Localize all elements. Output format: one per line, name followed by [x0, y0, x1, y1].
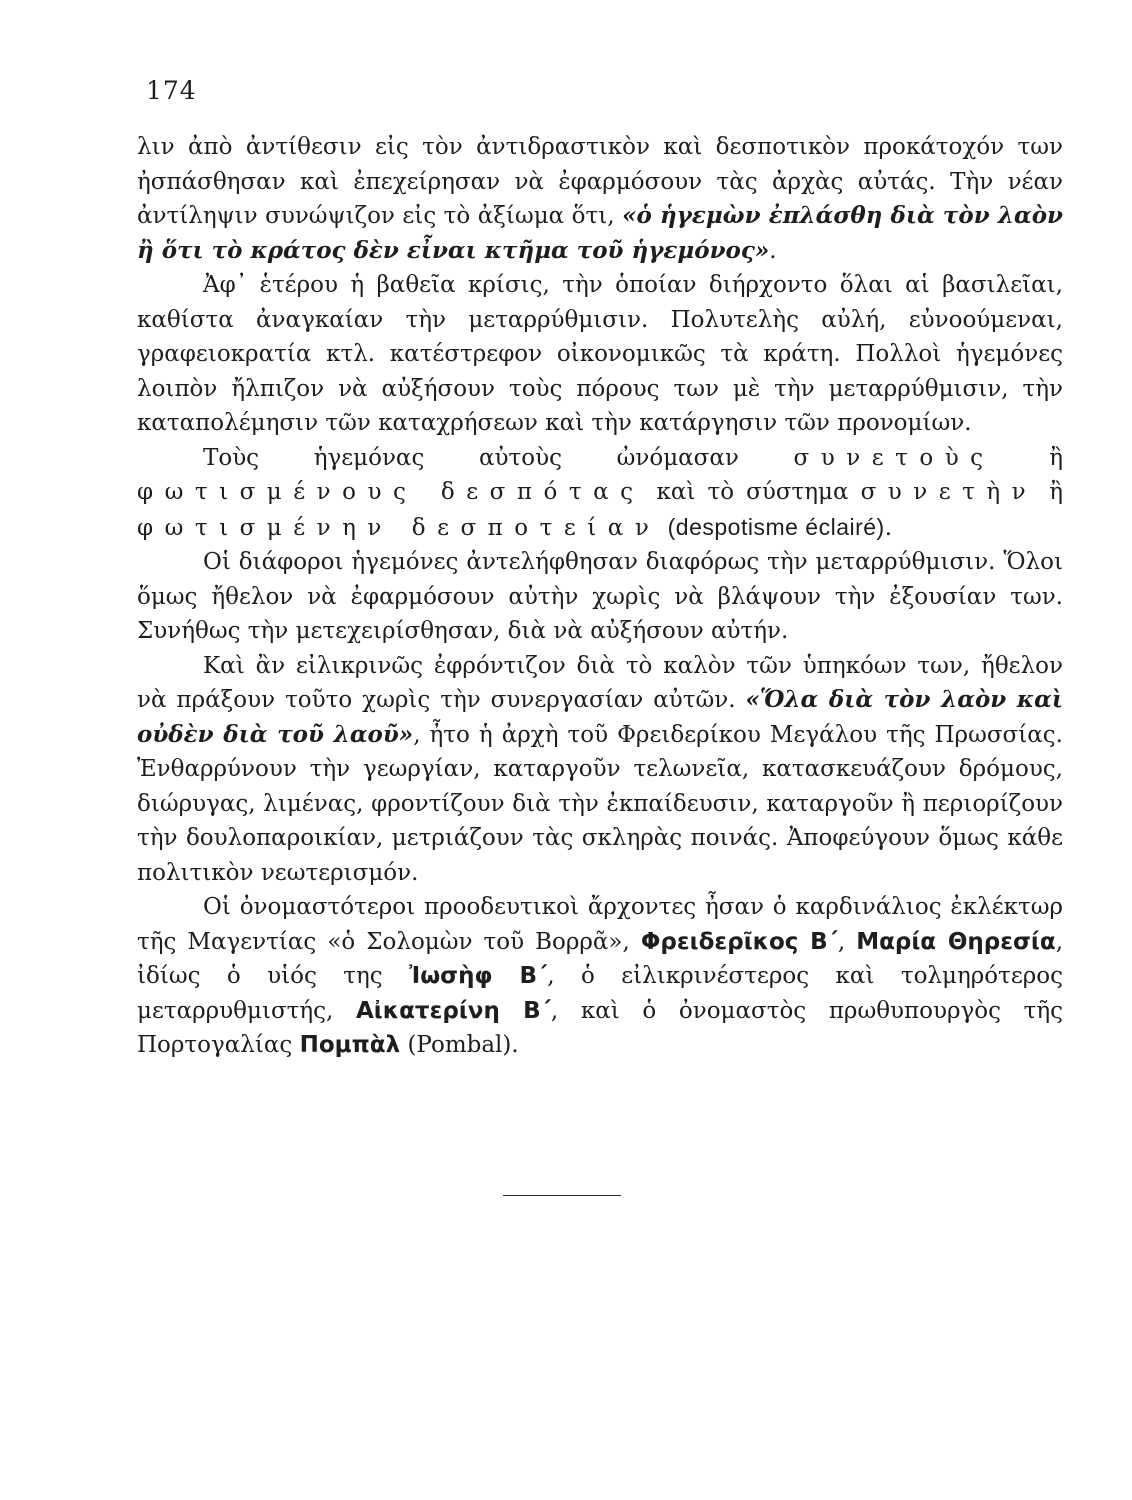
ruler-name: Αἰκατερίνη Β΄ [356, 997, 551, 1024]
section-end-rule [503, 1195, 621, 1196]
ruler-name: Μαρία Θηρεσία [856, 928, 1056, 955]
paragraph-5: Καὶ ἂν εἰλικρινῶς ἐφρόντιζον διὰ τὸ καλὸν τῶν ὑπηκόων των, ἤθελον νὰ πράξουν τοῦτο χωρὶς τὴν συνεργασίαν αὐτῶν. «Ὅλα διὰ τὸν λαὸν καὶ οὐδὲν διὰ τοῦ λαοῦ», ἦτο ἡ ἀρχὴ τοῦ Φρειδερίκου Μεγάλου τῆς Πρωσσίας. Ἐνθαρρύνουν τὴν γεωργίαν, καταργοῦν τελωνεῖα, κατασκευάζουν δρόμους, διώρυγας, λιμένας, φροντίζουν διὰ τὴν ἐκπαίδευσιν, καταργοῦν ἢ περιορίζουν τὴν δουλοπαροικίαν, μετριάζουν τὰς σκληρὰς ποινάς. Ἀποφεύγουν ὅμως κάθε πολιτικὸν νεωτερισμόν. [137, 652, 1063, 886]
spaced-term: συνετὴν [860, 479, 1038, 505]
spaced-term: φωτισμένους δεσπότας [137, 479, 645, 505]
ruler-name: Ἰωσὴφ Β΄ [409, 963, 548, 989]
spaced-term: συνετοὺς [793, 444, 995, 471]
quote-emphasis: «ὁ ἡγεμὼν ἐπλάσθη διὰ τὸν λαὸν ἢ ὅτι τὸ κράτος δὲν εἶναι κτῆμα τοῦ ἡγεμόνος» [137, 202, 1063, 264]
quote-emphasis: «Ὅλα διὰ τὸν λαὸν καὶ οὐδὲν διὰ τοῦ λαοῦ» [137, 686, 1063, 748]
body-text [137, 130, 1063, 1063]
ruler-name: Πομπὰλ [299, 1032, 401, 1058]
latin-term: (despotisme éclairé) [667, 513, 885, 540]
spaced-term: φωτισμένην δεσποτείαν [137, 514, 661, 541]
paragraph-2: Ἀφ᾽ ἑτέρου ἡ βαθεῖα κρίσις, τὴν ὁποίαν διήρχοντο ὅλαι αἱ βασιλεῖαι, καθίστα ἀναγκαίαν τὴν μεταρρύθμισιν. Πολυτελὴς αὐλή, εὐνοούμεναι, γραφειοκρατία κτλ. κατέστρεφον οἰκονομικῶς τὰ κράτη. Πολλοὶ ἡγεμόνες λοιπὸν ἤλπιζον νὰ αὐξήσουν τοὺς πόρους των μὲ τὴν μεταρρύθμισιν, τὴν καταπολέμησιν τῶν καταχρήσεων καὶ τὴν κατάργησιν τῶν προνομίων. [137, 272, 1063, 436]
ruler-name: Φρειδερῖκος Β΄ [640, 928, 838, 955]
page-number: 174 [146, 76, 197, 105]
paragraph-3: Τοὺς ἡγεμόνας αὐτοὺς ὠνόμασαν συνετοὺς ἢ φωτισμένους δεσπότας καὶ τὸ σύστημα συνετὴν ἢ φωτισμένην δεσποτείαν (despotisme éclairé). [137, 444, 1064, 541]
paragraph-6: Οἱ ὀνομαστότεροι προοδευτικοὶ ἄρχοντες ἦσαν ὁ καρδινάλιος ἐκλέκτωρ τῆς Μαγεντίας «ὁ Σολομὼν τοῦ Βορρᾶ», Φρειδερῖκος Β΄, Μαρία Θηρεσία, ἰδίως ὁ υἱός της Ἰωσὴφ Β΄, ὁ εἰλικρινέστερος καὶ τολμηρότερος μεταρρυθμιστής, Αἰκατερίνη Β΄, καὶ ὁ ὀνομαστὸς πρωθυπουργὸς τῆς Πορτογαλίας Πομπὰλ (Pombal). [137, 894, 1064, 1058]
paragraph-1: λιν ἀπὸ ἀντίθεσιν εἰς τὸν ἀντιδραστικὸν καὶ δεσποτικὸν προκάτοχόν των ἠσπάσθησαν καὶ ἐπεχείρησαν νὰ ἐφαρμόσουν τὰς ἀρχὰς αὐτάς. Τὴν νέαν ἀντίληψιν συνώψιζον εἰς τὸ ἀξίωμα ὅτι, «ὁ ἡγεμὼν ἐπλάσθη διὰ τὸν λαὸν ἢ ὅτι τὸ κράτος δὲν εἶναι κτῆμα τοῦ ἡγεμόνος». [137, 134, 1063, 264]
paragraph-4: Οἱ διάφοροι ἡγεμόνες ἀντελήφθησαν διαφόρως τὴν μεταρρύθμισιν. Ὅλοι ὅμως ἤθελον νὰ ἐφαρμόσουν αὐτὴν χωρὶς νὰ βλάψουν τὴν ἐξουσίαν των. Συνήθως τὴν μετεχειρίσθησαν, διὰ νὰ αὐξήσουν αὐτήν. [137, 549, 1063, 644]
